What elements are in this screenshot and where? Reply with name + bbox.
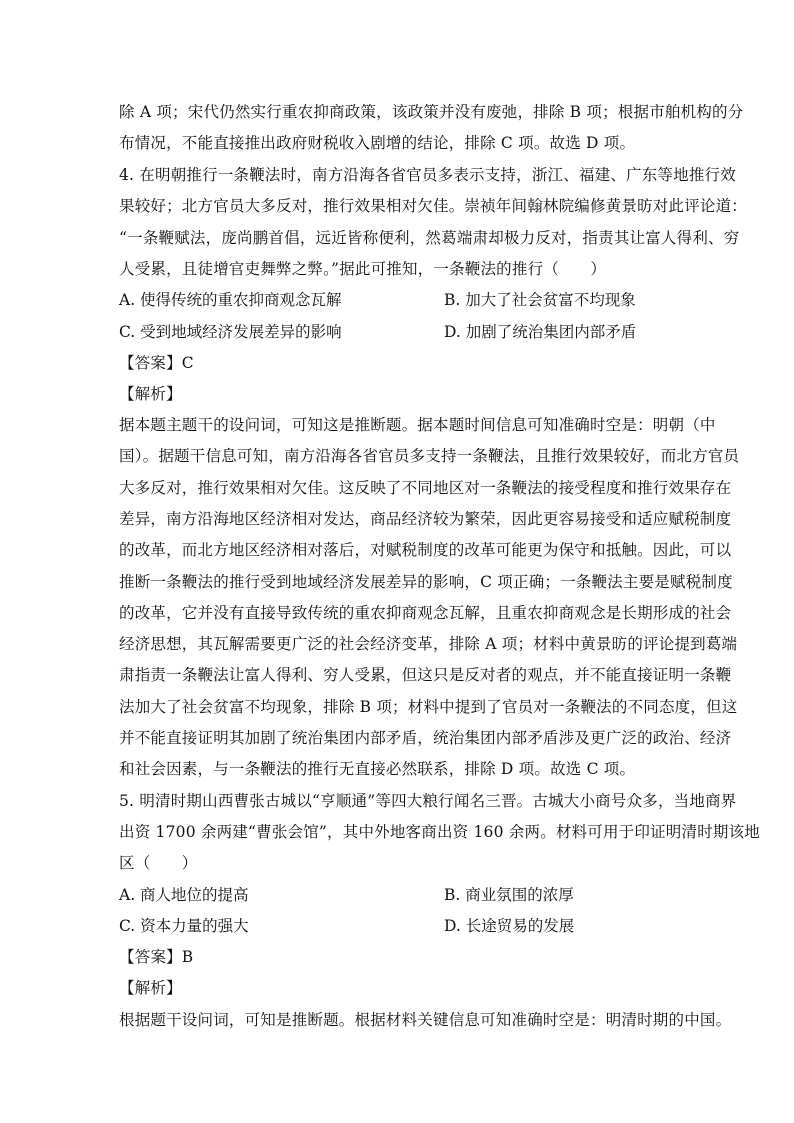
q5-analysis-line-1: 根据题干设问词，可知是推断题。根据材料关键信息可知准确时空是：明清时期的中国。 <box>119 1011 732 1029</box>
question-5-option-a: A. 商人地位的提高 <box>119 886 249 904</box>
q4-analysis-line-5: 的改革，而北方地区经济相对落后，对赋税制度的改革可能更为保守和抵触。因此，可以 <box>119 541 732 559</box>
q4-analysis-line-2: 国）。据题干信息可知，南方沿海各省官员多支持一条鞭法，且推行效果较好，而北方官员 <box>119 447 740 465</box>
question-5-option-d: D. 长途贸易的发展 <box>444 917 575 935</box>
question-5-analysis-title: 【解析】 <box>119 979 182 997</box>
question-4-line-2: 果较好；北方官员大多反对，推行效果相对欠佳。崇祯年间翰林院编修黄景昉对此评论道： <box>119 197 748 215</box>
question-4-option-c: C. 受到地域经济发展差异的影响 <box>119 323 342 341</box>
question-4-line-3: “一条鞭赋法，庞尚鹏首倡，远近皆称便利，然葛端肃却极力反对，指责其让富人得利、穷 <box>119 229 740 247</box>
question-4-answer: 【答案】C <box>119 354 194 372</box>
question-5-option-b: B. 商业氛围的浓厚 <box>444 886 574 904</box>
question-5-option-c: C. 资本力量的强大 <box>119 917 249 935</box>
q4-analysis-line-9: 肃指责一条鞭法让富人得利、穷人受累，但这只是反对者的观点，并不能直接证明一条鞭 <box>119 666 732 684</box>
question-5-line-1: 5. 明清时期山西曹张古城以“亨顺通”等四大粮行闻名三晋。古城大小商号众多，当地商界 <box>119 792 737 810</box>
q4-analysis-line-3: 大多反对，推行效果相对欠佳。这反映了不同地区对一条鞭法的接受程度和推行效果存在 <box>119 479 732 497</box>
q4-analysis-line-1: 据本题主题干的设问词，可知这是推断题。据本题时间信息可知准确时空是：明朝（中 <box>119 416 716 434</box>
q4-analysis-line-6: 推断一条鞭法的推行受到地域经济发展差异的影响，C 项正确；一条鞭法主要是赋税制度 <box>119 573 733 591</box>
intro-line-2: 布情况，不能直接推出政府财税收入剧增的结论，排除 C 项。故选 D 项。 <box>119 134 636 152</box>
question-4-option-d: D. 加剧了统治集团内部矛盾 <box>444 323 637 341</box>
q4-analysis-line-10: 法加大了社会贫富不均现象，排除 B 项；材料中提到了官员对一条鞭法的不同态度，但这 <box>119 698 738 716</box>
q4-analysis-line-7: 的改革，它并没有直接导致传统的重农抑商观念瓦解，且重农抑商观念是长期形成的社会 <box>119 604 732 622</box>
question-4-analysis-title: 【解析】 <box>119 385 182 403</box>
q4-analysis-line-11: 并不能直接证明其加剧了统治集团内部矛盾，统治集团内部矛盾涉及更广泛的政治、经济 <box>119 729 732 747</box>
intro-line-1: 除 A 项；宋代仍然实行重农抑商政策，该政策并没有废弛，排除 B 项；根据市舶机构的分 <box>119 103 744 121</box>
question-4-line-4: 人受累，且徒增官吏舞弊之弊。”据此可推知，一条鞭法的推行（ ） <box>119 260 607 278</box>
question-5-line-2: 出资 1700 余两建“曹张会馆”，其中外地客商出资 160 余两。材料可用于印证明清时期该地 <box>119 823 760 841</box>
question-4-option-a: A. 使得传统的重农抑商观念瓦解 <box>119 291 342 309</box>
question-5-line-3: 区（ ） <box>119 854 198 872</box>
q4-analysis-line-12: 和社会因素，与一条鞭法的推行无直接必然联系，排除 D 项。故选 C 项。 <box>119 760 636 778</box>
q4-analysis-line-4: 差异，南方沿海地区经济相对发达，商品经济较为繁荣，因此更容易接受和适应赋税制度 <box>119 510 732 528</box>
question-4-option-b: B. 加大了社会贫富不均现象 <box>444 291 636 309</box>
q4-analysis-line-8: 经济思想，其瓦解需要更广泛的社会经济变革，排除 A 项；材料中黄景昉的评论提到葛端 <box>119 635 738 653</box>
question-4-line-1: 4. 在明朝推行一条鞭法时，南方沿海各省官员多表示支持，浙江、福建、广东等地推行效 <box>119 166 736 184</box>
question-5-answer: 【答案】B <box>119 948 194 966</box>
